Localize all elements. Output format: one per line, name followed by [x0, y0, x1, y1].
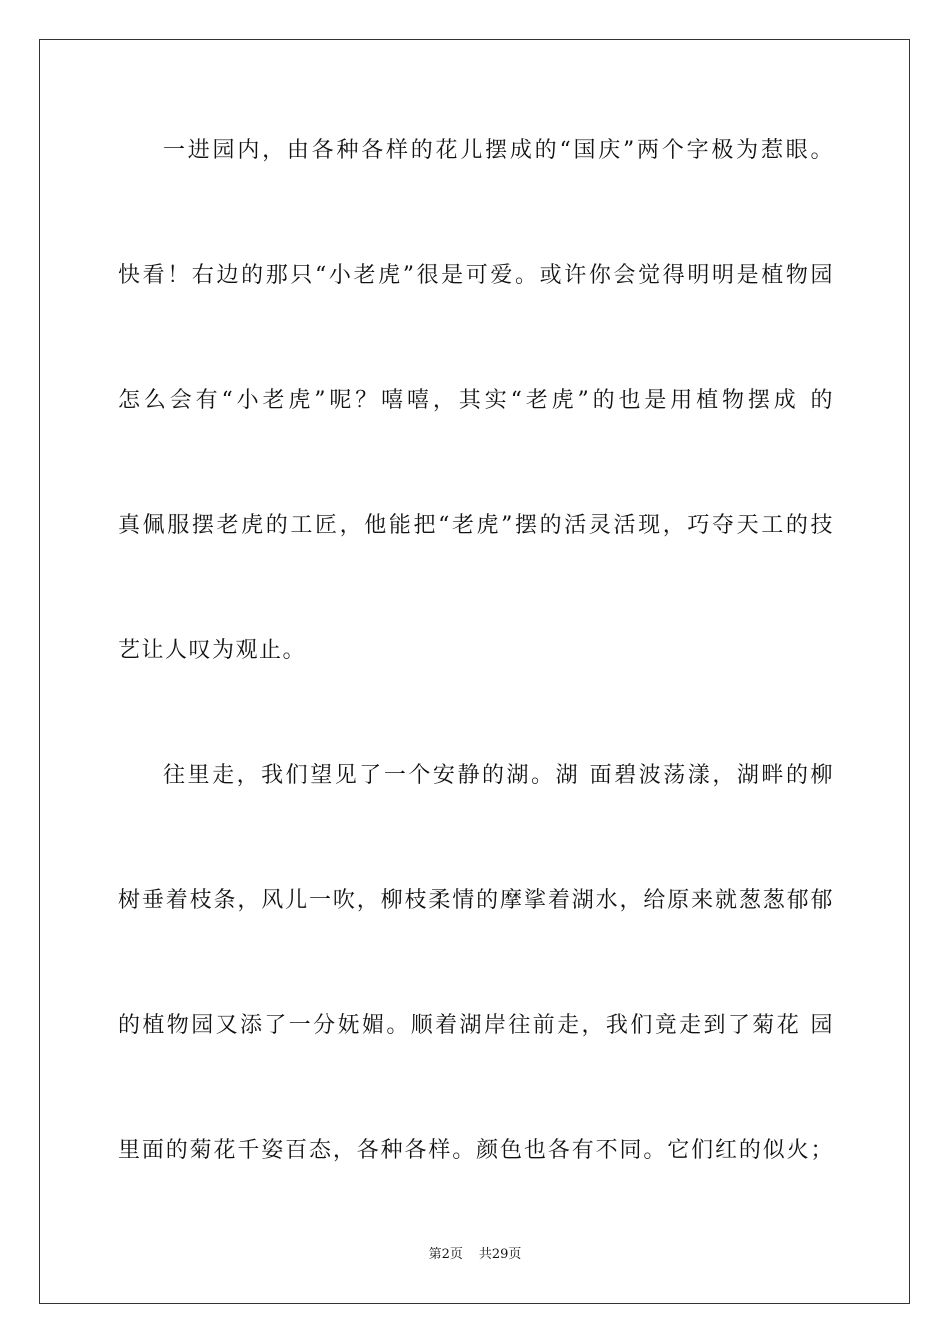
body-text-line: 一进园内，由各种各样的花儿摆成的“国庆”两个字极为惹眼。: [163, 138, 834, 163]
body-text-line: 怎么会有“小老虎”呢？嘻嘻，其实“老虎”的也是用植物摆成 的: [118, 388, 834, 413]
body-text-line: 艺让人叹为观止。: [118, 638, 307, 663]
body-text-line: 里面的菊花千姿百态，各种各样。颜色也各有不同。它们红的似火；: [118, 1138, 834, 1163]
body-text-line: 真佩服摆老虎的工匠，他能把“老虎”摆的活灵活现，巧夺天工的技: [118, 513, 834, 538]
body-text-line: 往里走，我们望见了一个安静的湖。湖 面碧波荡漾，湖畔的柳: [163, 763, 834, 788]
body-text-line: 快看！右边的那只“小老虎”很是可爱。或许你会觉得明明是植物园: [118, 263, 834, 288]
body-text-line: 的植物园又添了一分妩媚。顺着湖岸往前走，我们竟走到了菊花 园: [118, 1013, 834, 1038]
body-text-line: 树垂着枝条，风儿一吹，柳枝柔情的摩挲着湖水，给原来就葱葱郁郁: [118, 888, 834, 913]
page-footer: [0, 1246, 950, 1264]
page-border: [39, 39, 910, 1304]
total-pages: 共29页: [478, 1247, 522, 1262]
page-number: 第2页: [428, 1247, 463, 1262]
